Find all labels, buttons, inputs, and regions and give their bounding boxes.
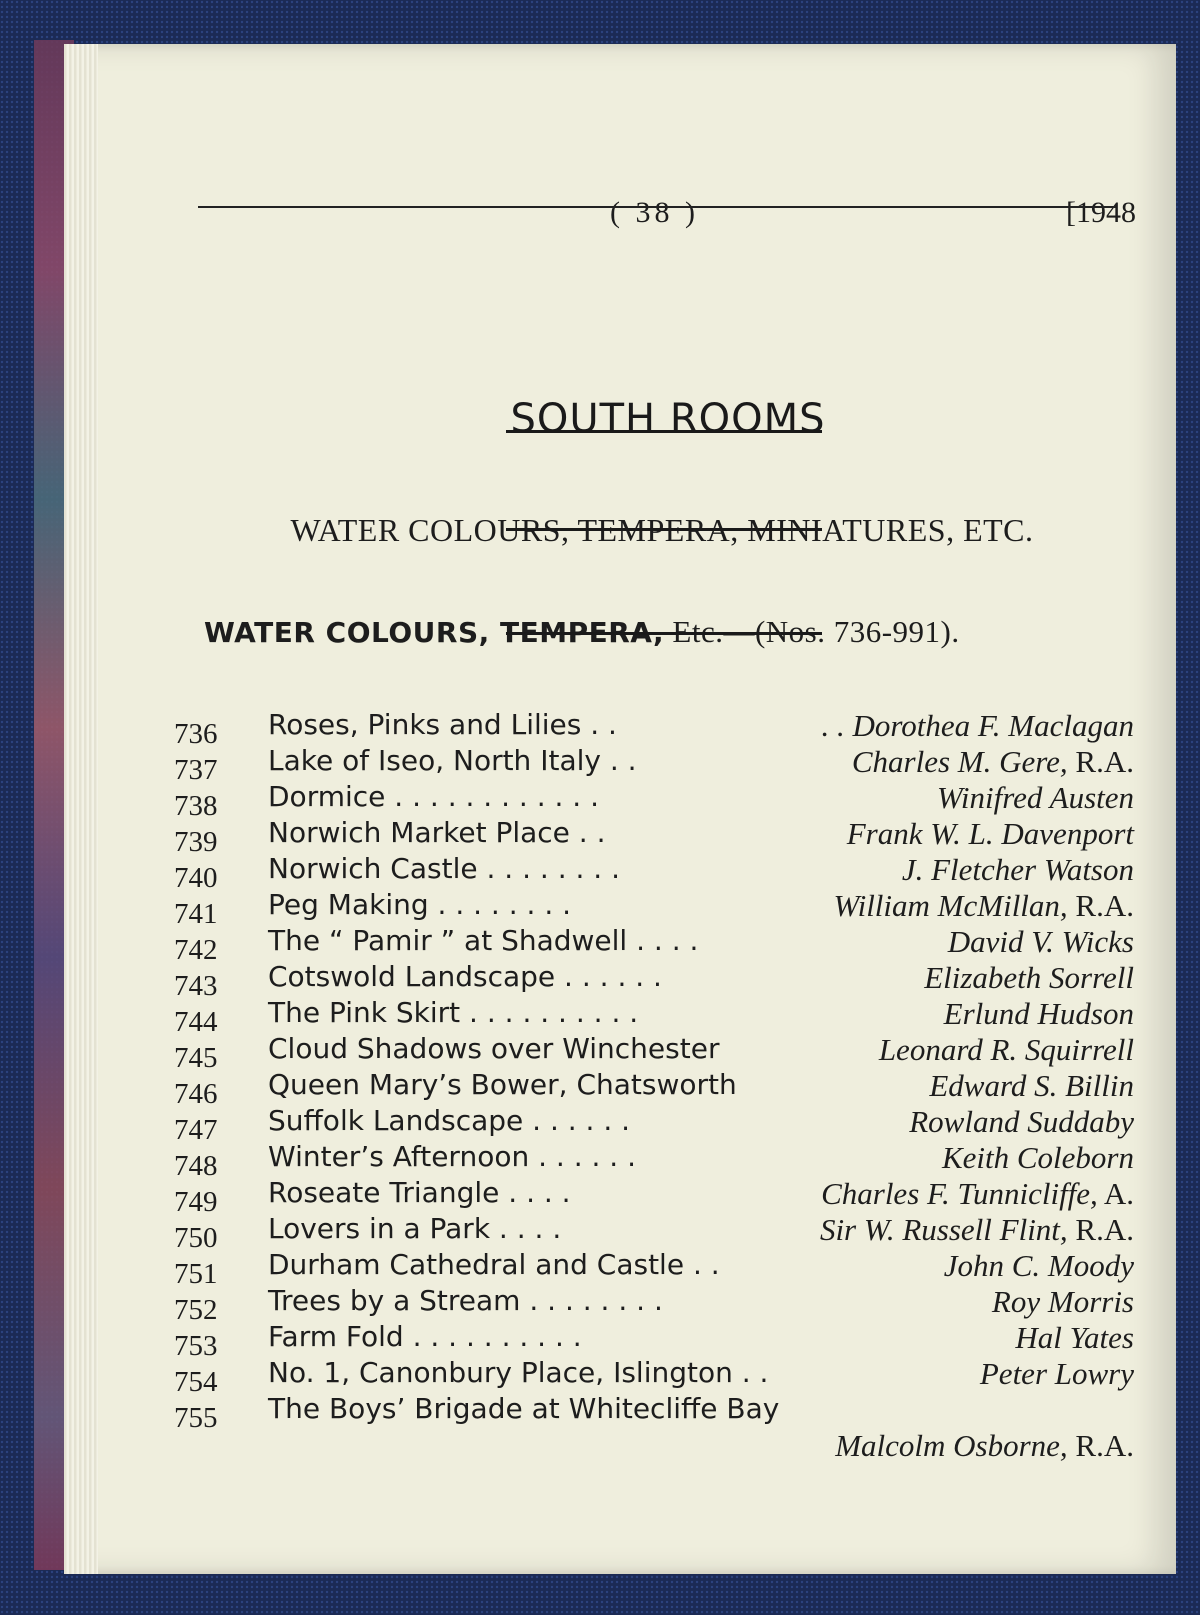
catalogue-number: 745 [174,1042,218,1074]
artist [902,852,1134,888]
catalogue-number: 739 [174,826,218,858]
list-item [174,1068,1134,1110]
catalogue-number: 753 [174,1330,218,1362]
catalogue-number: 743 [174,970,218,1002]
catalogue-number: 755 [174,1402,218,1434]
artist [980,1356,1134,1392]
artist [948,924,1134,960]
catalogue-number: 747 [174,1114,218,1146]
list-item [174,1212,1134,1254]
work-title: Durham Cathedral and Castle . . [268,1248,720,1281]
catalogue-number: 736 [174,718,218,750]
artist-name: Roy Morris [991,1284,1134,1319]
catalogue-number: 751 [174,1258,218,1290]
work-title: Roses, Pinks and Lilies . . [268,708,617,741]
list-item [174,1248,1134,1290]
list-item [174,960,1134,1002]
work-title: The “ Pamir ” at Shadwell . . . . [268,924,699,957]
artist [835,1428,1134,1464]
artist-name: Charles M. Gere, [851,744,1068,779]
work-title: Cloud Shadows over Winchester [268,1032,720,1065]
artist-name: Peter Lowry [979,1356,1134,1391]
artist-name: Erlund Hudson [943,996,1134,1031]
subtitle: WATER COLOURS, TEMPERA, MINIATURES, ETC. [290,512,1034,548]
artist-name: Leonard R. Squirrell [878,1032,1134,1067]
page-title: SOUTH ROOMS [510,396,826,442]
catalogue-number: 752 [174,1294,218,1326]
artist [942,1140,1134,1176]
artist-name: J. Fletcher Watson [901,852,1134,887]
artist-name: Malcolm Osborne, [835,1428,1068,1463]
catalogue-number: 737 [174,754,218,786]
work-title: The Boys’ Brigade at Whitecliffe Bay [268,1392,780,1425]
catalogue-number: 744 [174,1006,218,1038]
list-item [174,1176,1134,1218]
artist [909,1104,1134,1140]
artist [820,1212,1134,1248]
list-item [174,816,1134,858]
work-title: No. 1, Canonbury Place, Islington . . [268,1356,769,1389]
artist-name: . . Dorothea F. Maclagan [821,708,1134,743]
artist [821,1176,1134,1212]
catalogue-number: 750 [174,1222,218,1254]
work-title: Cotswold Landscape . . . . . . [268,960,662,993]
work-title: Dormice . . . . . . . . . . . . [268,780,599,813]
work-title: Roseate Triangle . . . . [268,1176,571,1209]
catalogue-number: 748 [174,1150,218,1182]
work-title: Trees by a Stream . . . . . . . . [268,1284,663,1317]
list-item [174,888,1134,930]
artist [929,1068,1134,1104]
list-item [174,1104,1134,1146]
artist [879,1032,1134,1068]
title-rule [506,430,822,433]
artist-name: Winifred Austen [936,780,1134,815]
section-title: WATER COLOURS, TEMPERA, [204,616,665,649]
work-title: Lake of Iseo, North Italy . . [268,744,637,777]
list-item [174,852,1134,894]
artist [944,1248,1134,1284]
artist-name: Frank W. L. Davenport [846,816,1134,851]
work-title: The Pink Skirt . . . . . . . . . . [268,996,639,1029]
work-title: Peg Making . . . . . . . . [268,888,572,921]
artist-honour: R.A. [1067,1212,1134,1247]
work-title: Norwich Castle . . . . . . . . [268,852,620,885]
list-item [174,1356,1134,1398]
catalogue-number: 742 [174,934,218,966]
list-item [174,708,1134,750]
running-head [64,196,1176,236]
work-title: Suffolk Landscape . . . . . . [268,1104,631,1137]
artist [992,1284,1134,1320]
page-number: ( 38 ) [610,196,699,229]
list-item [174,1284,1134,1326]
catalogue-number: 740 [174,862,218,894]
artist [944,996,1134,1032]
section-detail: Etc.—(Nos. 736-991). [664,614,960,649]
page-stack-edge [64,44,98,1574]
artist [821,708,1134,744]
catalogue-number: 754 [174,1366,218,1398]
catalogue-number: 738 [174,790,218,822]
list-item [174,996,1134,1038]
subtitle-rule [506,528,822,531]
catalogue-number: 741 [174,898,218,930]
artist [847,816,1134,852]
artist-name: Elizabeth Sorrell [924,960,1134,995]
work-title: Winter’s Afternoon . . . . . . [268,1140,637,1173]
artist-name: William McMillan, [833,888,1068,923]
work-title: Norwich Market Place . . [268,816,606,849]
artist-honour: R.A. [1067,1428,1134,1463]
artist-name: Charles F. Tunnicliffe, [821,1176,1098,1211]
catalogue-page [64,44,1176,1574]
artist-honour: R.A. [1067,888,1134,923]
artist-name: Sir W. Russell Flint, [819,1212,1068,1247]
list-item [174,744,1134,786]
artist-name: David V. Wicks [947,924,1134,959]
artist-honour: A. [1097,1176,1134,1211]
artist [924,960,1134,996]
artist-name: Rowland Suddaby [909,1104,1134,1139]
artist [937,780,1134,816]
list-item [174,1320,1134,1362]
artist-name: Keith Coleborn [941,1140,1134,1175]
artist [1015,1320,1134,1356]
year-marker: [1948 [1066,196,1136,229]
list-item [174,1032,1134,1074]
work-title: Queen Mary’s Bower, Chatsworth [268,1068,737,1101]
header-rule [198,206,1116,208]
artist [833,888,1134,924]
list-item [174,1392,1134,1464]
artist-name: John C. Moody [943,1248,1134,1283]
list-item [174,780,1134,822]
catalogue-number: 746 [174,1078,218,1110]
artist-honour: R.A. [1067,744,1134,779]
artist [852,744,1134,780]
catalogue-list [174,708,1134,1464]
list-item [174,1140,1134,1182]
section-rule [506,632,822,635]
list-item [174,924,1134,966]
artist-name: Hal Yates [1015,1320,1134,1355]
work-title: Farm Fold . . . . . . . . . . [268,1320,582,1353]
artist-name: Edward S. Billin [929,1068,1134,1103]
work-title: Lovers in a Park . . . . [268,1212,562,1245]
catalogue-number: 749 [174,1186,218,1218]
